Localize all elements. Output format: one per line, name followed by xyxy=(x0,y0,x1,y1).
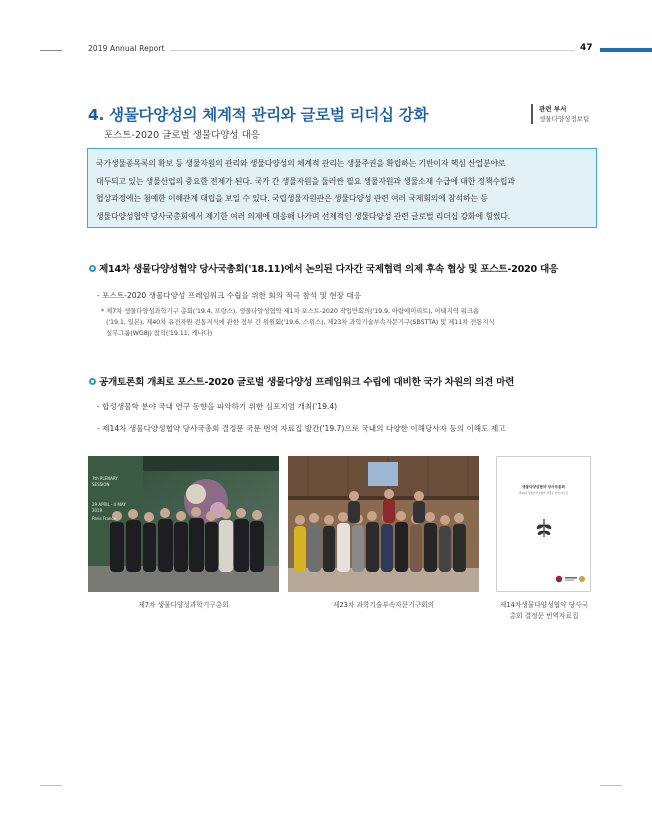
plenary-banner-text xyxy=(92,476,132,522)
related-dept-label: 관련 부서 xyxy=(539,105,567,113)
bullet-note-line: 실무그룹(WG8j) 참석('19.11, 캐나다) xyxy=(106,329,213,337)
photo-caption-line: 제14차생물다양성협약 당사국 xyxy=(499,601,589,609)
book-subtitle: 제14차 생물다양성협약 결정문 번역 자료집 xyxy=(518,492,569,495)
summary-line: 생물다양성협약 당사국총회에서 제기한 여러 의제에 대응해 나가며 선제적인 생물다양성 관련 글로벌 리더십 강화에 힘썼다. xyxy=(96,211,511,221)
header-accent-bar xyxy=(600,48,652,52)
footer-rule-left xyxy=(40,785,62,786)
bullet-circle-icon xyxy=(89,378,96,385)
page-number: 47 xyxy=(580,43,593,53)
summary-box xyxy=(87,148,597,228)
section-subtitle: 포스트-2020 글로벌 생물다양성 대응 xyxy=(104,130,260,141)
photo-sbstta-meeting xyxy=(288,456,479,592)
book-title: 생물다양성협약 당사국총회 xyxy=(522,485,565,489)
photo-book-cover xyxy=(496,456,591,592)
bullet-item: - 포스트-2020 생물다양성 프레임워크 수립을 위한 회의 적극 참석 및 현장 대응 xyxy=(97,291,362,300)
plenary-banner-line: 29 APRIL - 4 MAY 2019 xyxy=(92,502,126,513)
sbstta-photo-image xyxy=(288,456,479,592)
bullet-note-line: ('19.1, 일본), 제40차 유전자원 전통지식에 관한 정부 간 위원회('19.6, 스위스), 제23차 과학기술부속자문기구(SBSTTA) 및 제11차 전통지식 xyxy=(106,318,495,326)
bullet-item: - 합성생물학 분야 국내 연구 동향을 파악하기 위한 심포지엄 개최('19.4) xyxy=(97,402,338,411)
photo-caption-line: 총회 결정문 번역자료집 xyxy=(509,612,579,620)
summary-line: 대두되고 있는 생물산업의 중요한 전제가 된다. 국가 간 생물자원을 둘러싼 필요 생물자원과 생물소재 수급에 대한 정책수립과 xyxy=(96,176,515,186)
bullet-circle-icon xyxy=(89,265,96,272)
bullet-note xyxy=(101,306,621,339)
related-dept-value: 생물다양성정보팀 xyxy=(539,115,590,123)
header-rule xyxy=(170,50,575,51)
plenary-banner-line: 7th PLENARY SESSION xyxy=(92,476,118,487)
summary-line: 협상과정에는 첨예한 이해관계 대립을 보일 수 있다. 국립생물자원관은 생물다양성 관련 여러 국제회의에 참석하는 등 xyxy=(96,194,488,203)
photo-caption: 제23차 과학기술부속자문기구회의 xyxy=(332,601,435,609)
plenary-banner-line: Paris France xyxy=(92,516,117,521)
bullet-heading: 제14차 생물다양성협약 당사국총회('18.11)에서 논의된 다자간 국제협력 의제 후속 협상 및 포스트-2020 대응 xyxy=(99,264,558,275)
publisher-logo-icon xyxy=(555,575,587,583)
photo-caption: 제7차 생물다양성과학기구총회 xyxy=(138,601,229,609)
footer-rule-right xyxy=(600,785,622,786)
section-title: 4. 생물다양성의 체계적 관리와 글로벌 리더십 강화 xyxy=(88,106,429,124)
leaf-logo-icon xyxy=(534,517,554,539)
bullet-item: - 제14차 생물다양성협약 당사국총회 결정문 국문 번역 자료집 발간('19.7)으로 국내의 다양한 이해당사자 등의 이해도 제고 xyxy=(97,424,506,433)
bullet-heading: 공개토론회 개최로 포스트-2020 글로벌 생물다양성 프레임워크 수립에 대비한 국가 차원의 의견 마련 xyxy=(99,377,515,388)
summary-line: 국가생물종목록의 확보 등 생물자원의 관리와 생물다양성의 체계적 관리는 생물주권을 확립하는 기반이자 핵심 산업분야로 xyxy=(96,159,506,168)
bullet-note-line: * 제7차 생물다양성과학기구 총회('19.4, 프랑스), 생물다양성협약 제1차 포스트-2020 작업반회의('19.9, 아랍에미리트), 아태지역 워크숍 xyxy=(101,307,479,315)
header-left-rule xyxy=(40,50,62,51)
photo-caption xyxy=(482,600,606,622)
photo-plenary-session xyxy=(88,456,279,592)
related-department xyxy=(531,104,589,124)
report-title: 2019 Annual Report xyxy=(88,44,165,53)
